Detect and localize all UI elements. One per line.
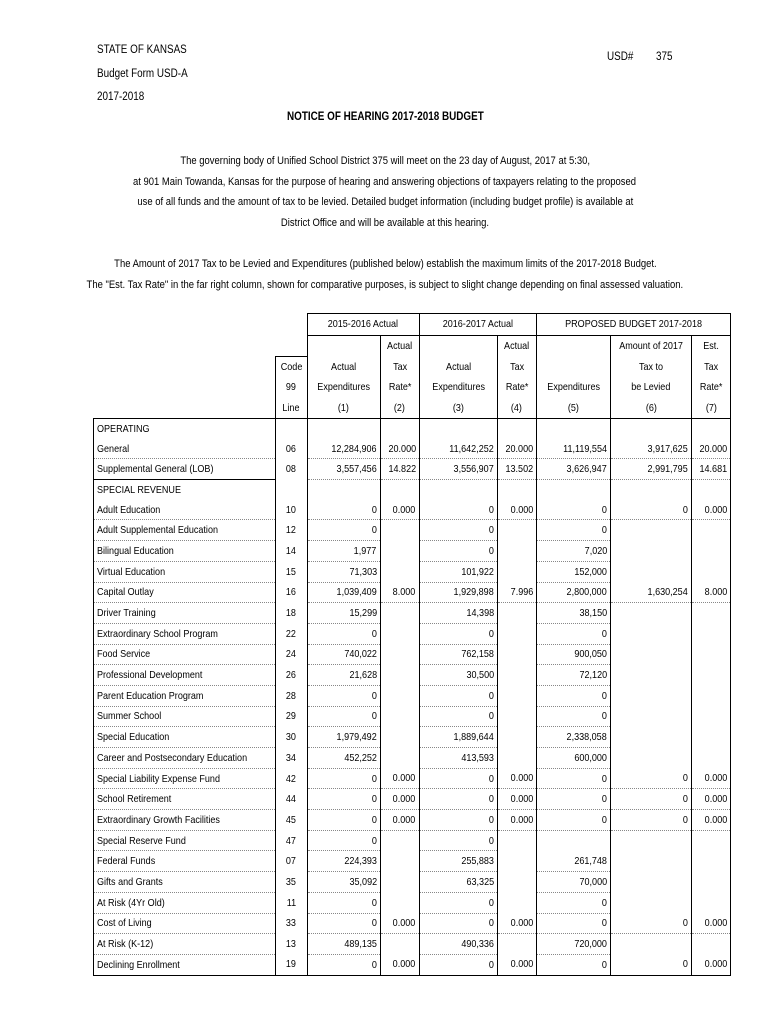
- actual-tax-rate-2016: [380, 851, 419, 872]
- header-row-groups: [94, 314, 731, 336]
- section-label: OPERATING: [94, 419, 276, 439]
- header-row-2: Code Actual Tax Actual Tax Tax to Tax: [94, 356, 731, 377]
- est-tax-rate: [692, 685, 731, 706]
- actual-tax-rate-2016: 0.000: [380, 768, 419, 789]
- fund-name: At Risk (4Yr Old): [94, 892, 276, 913]
- est-tax-rate: [692, 706, 731, 727]
- proposed-expenditures: 38,150: [536, 603, 610, 624]
- table-row: [94, 810, 731, 831]
- fund-code: 22: [275, 623, 307, 644]
- table-row: [94, 872, 731, 893]
- actual-expenditures-2016: 0: [307, 706, 380, 727]
- actual-tax-rate-2016: 8.000: [380, 582, 419, 603]
- actual-expenditures-2017: 0: [419, 913, 497, 934]
- est-tax-rate: 0.000: [692, 768, 731, 789]
- table-row: [94, 561, 731, 582]
- tax-to-be-levied: 0: [610, 954, 691, 975]
- header-2016-2017: 2016-2017 Actual: [419, 314, 536, 336]
- table-row: [94, 727, 731, 748]
- actual-tax-rate-2017: [497, 541, 536, 562]
- proposed-expenditures: 0: [536, 706, 610, 727]
- est-tax-rate: [692, 934, 731, 955]
- tax-to-be-levied: [610, 892, 691, 913]
- tax-to-be-levied: 2,991,795: [610, 459, 691, 480]
- actual-expenditures-2016: 71,303: [307, 561, 380, 582]
- actual-tax-rate-2017: [497, 561, 536, 582]
- actual-tax-rate-2017: [497, 685, 536, 706]
- actual-tax-rate-2017: [497, 748, 536, 769]
- actual-expenditures-2017: 30,500: [419, 665, 497, 686]
- actual-tax-rate-2016: 20.000: [380, 439, 419, 459]
- actual-tax-rate-2017: [497, 665, 536, 686]
- actual-expenditures-2017: 490,336: [419, 934, 497, 955]
- section-row: [94, 419, 731, 439]
- header-row-1: Actual Actual Amount of 2017 Est.: [94, 335, 731, 356]
- header-row-3: 99 Expenditures Rate* Expenditures Rate* Expenditures be Levied Rate*: [94, 377, 731, 398]
- fund-code: 12: [275, 520, 307, 541]
- fund-name: Adult Education: [94, 500, 276, 520]
- table-row: [94, 789, 731, 810]
- header-row-4: Line (1) (2) (3) (4) (5) (6) (7): [94, 398, 731, 419]
- tax-to-be-levied: [610, 603, 691, 624]
- proposed-expenditures: 72,120: [536, 665, 610, 686]
- proposed-expenditures: 2,800,000: [536, 582, 610, 603]
- table-row: [94, 500, 731, 520]
- tax-to-be-levied: [610, 561, 691, 582]
- fund-code: 06: [275, 439, 307, 459]
- fund-code: 33: [275, 913, 307, 934]
- est-tax-rate: [692, 727, 731, 748]
- actual-tax-rate-2016: [380, 706, 419, 727]
- fund-code: 19: [275, 954, 307, 975]
- fund-name: Special Liability Expense Fund: [94, 768, 276, 789]
- actual-expenditures-2017: 255,883: [419, 851, 497, 872]
- actual-tax-rate-2016: [380, 541, 419, 562]
- proposed-expenditures: 152,000: [536, 561, 610, 582]
- actual-expenditures-2016: 224,393: [307, 851, 380, 872]
- actual-expenditures-2016: 1,039,409: [307, 582, 380, 603]
- actual-tax-rate-2016: [380, 520, 419, 541]
- table-row: [94, 644, 731, 665]
- fund-name: Declining Enrollment: [94, 954, 276, 975]
- actual-tax-rate-2016: [380, 892, 419, 913]
- actual-tax-rate-2017: [497, 872, 536, 893]
- fund-code: 08: [275, 459, 307, 480]
- hearing-paragraph: The governing body of Unified School District 375 will meet on the 23 day of August, 2017 at 5:30, at 901 Main Towanda, Kansas for the purpose of hearing and answering objections of taxpayers relating to the proposed use of all funds and the amount of tax to be levied. Detailed budget information (including budget profile) is available at District Office and will be available at this hearing.: [133, 155, 637, 229]
- proposed-expenditures: [536, 830, 610, 851]
- tax-to-be-levied: [610, 872, 691, 893]
- tax-to-be-levied: [610, 685, 691, 706]
- tax-to-be-levied: 3,917,625: [610, 439, 691, 459]
- table-row: [94, 748, 731, 769]
- actual-expenditures-2017: 0: [419, 520, 497, 541]
- actual-expenditures-2017: 11,642,252: [419, 439, 497, 459]
- budget-form-name: Budget Form USD-A: [97, 68, 188, 80]
- est-tax-rate: [692, 872, 731, 893]
- actual-tax-rate-2016: [380, 748, 419, 769]
- est-tax-rate: 0.000: [692, 913, 731, 934]
- est-tax-rate: [692, 892, 731, 913]
- actual-expenditures-2016: 15,299: [307, 603, 380, 624]
- actual-tax-rate-2016: 0.000: [380, 954, 419, 975]
- actual-tax-rate-2016: [380, 665, 419, 686]
- tax-to-be-levied: [610, 727, 691, 748]
- actual-expenditures-2016: 0: [307, 892, 380, 913]
- actual-expenditures-2016: 0: [307, 789, 380, 810]
- actual-expenditures-2017: 101,922: [419, 561, 497, 582]
- fund-name: Driver Training: [94, 603, 276, 624]
- actual-tax-rate-2017: 13.502: [497, 459, 536, 480]
- actual-expenditures-2016: 0: [307, 623, 380, 644]
- est-tax-rate: [692, 665, 731, 686]
- est-tax-rate: [692, 851, 731, 872]
- tax-to-be-levied: [610, 665, 691, 686]
- proposed-expenditures: 0: [536, 892, 610, 913]
- actual-expenditures-2016: 1,979,492: [307, 727, 380, 748]
- actual-tax-rate-2017: 0.000: [497, 768, 536, 789]
- actual-expenditures-2016: 0: [307, 810, 380, 831]
- usd-number: 375: [656, 51, 673, 63]
- actual-expenditures-2016: 3,557,456: [307, 459, 380, 480]
- actual-tax-rate-2017: 7.996: [497, 582, 536, 603]
- section-label: SPECIAL REVENUE: [94, 480, 276, 500]
- actual-tax-rate-2017: 0.000: [497, 810, 536, 831]
- actual-expenditures-2016: 0: [307, 685, 380, 706]
- actual-tax-rate-2017: [497, 603, 536, 624]
- est-tax-rate: 0.000: [692, 500, 731, 520]
- actual-tax-rate-2017: 0.000: [497, 789, 536, 810]
- actual-tax-rate-2017: [497, 644, 536, 665]
- tax-to-be-levied: 0: [610, 768, 691, 789]
- est-tax-rate: 20.000: [692, 439, 731, 459]
- proposed-expenditures: 11,119,554: [536, 439, 610, 459]
- fund-name: Supplemental General (LOB): [94, 459, 276, 480]
- actual-expenditures-2016: 0: [307, 913, 380, 934]
- actual-expenditures-2016: 452,252: [307, 748, 380, 769]
- actual-tax-rate-2017: 20.000: [497, 439, 536, 459]
- fund-name: Career and Postsecondary Education: [94, 748, 276, 769]
- tax-to-be-levied: [610, 830, 691, 851]
- fund-name: Special Education: [94, 727, 276, 748]
- est-tax-rate: [692, 520, 731, 541]
- actual-tax-rate-2017: 0.000: [497, 954, 536, 975]
- proposed-expenditures: 0: [536, 810, 610, 831]
- actual-expenditures-2016: 0: [307, 500, 380, 520]
- section-row: [94, 480, 731, 500]
- fund-code: 42: [275, 768, 307, 789]
- table-row: [94, 706, 731, 727]
- fund-code: 24: [275, 644, 307, 665]
- fund-name: Virtual Education: [94, 561, 276, 582]
- actual-expenditures-2017: 762,158: [419, 644, 497, 665]
- est-tax-rate: 14.681: [692, 459, 731, 480]
- proposed-expenditures: 0: [536, 768, 610, 789]
- actual-expenditures-2017: 14,398: [419, 603, 497, 624]
- table-row: [94, 541, 731, 562]
- actual-tax-rate-2016: [380, 727, 419, 748]
- tax-to-be-levied: [610, 644, 691, 665]
- proposed-expenditures: 261,748: [536, 851, 610, 872]
- actual-expenditures-2017: 3,556,907: [419, 459, 497, 480]
- est-tax-rate: [692, 541, 731, 562]
- est-tax-rate: [692, 644, 731, 665]
- header-2015-2016: 2015-2016 Actual: [307, 314, 419, 336]
- fund-name: Adult Supplemental Education: [94, 520, 276, 541]
- table-row: [94, 520, 731, 541]
- actual-expenditures-2017: 0: [419, 768, 497, 789]
- fund-code: 13: [275, 934, 307, 955]
- state-name: STATE OF KANSAS: [97, 44, 187, 56]
- actual-tax-rate-2016: 14.822: [380, 459, 419, 480]
- fund-code: 30: [275, 727, 307, 748]
- proposed-expenditures: 0: [536, 913, 610, 934]
- fund-name: General: [94, 439, 276, 459]
- actual-tax-rate-2017: [497, 623, 536, 644]
- actual-tax-rate-2016: [380, 685, 419, 706]
- actual-expenditures-2016: 35,092: [307, 872, 380, 893]
- actual-expenditures-2016: 0: [307, 768, 380, 789]
- limits-paragraph: The Amount of 2017 Tax to be Levied and Expenditures (published below) establish the maximum limits of the 2017-2018 Budget. The "Est. Tax Rate" in the far right column, shown for comparative purposes, is subject to slight change depending on final assessed valuation.: [86, 258, 684, 291]
- fund-code: 45: [275, 810, 307, 831]
- fund-name: At Risk (K-12): [94, 934, 276, 955]
- actual-tax-rate-2016: 0.000: [380, 789, 419, 810]
- actual-tax-rate-2016: 0.000: [380, 913, 419, 934]
- tax-to-be-levied: 0: [610, 789, 691, 810]
- actual-expenditures-2016: 740,022: [307, 644, 380, 665]
- proposed-expenditures: 900,050: [536, 644, 610, 665]
- est-tax-rate: 8.000: [692, 582, 731, 603]
- fund-code: 11: [275, 892, 307, 913]
- table-row: [94, 892, 731, 913]
- actual-tax-rate-2017: [497, 727, 536, 748]
- actual-expenditures-2017: 0: [419, 830, 497, 851]
- est-tax-rate: 0.000: [692, 810, 731, 831]
- tax-to-be-levied: [610, 851, 691, 872]
- actual-tax-rate-2017: [497, 520, 536, 541]
- proposed-expenditures: 7,020: [536, 541, 610, 562]
- fund-name: Food Service: [94, 644, 276, 665]
- actual-tax-rate-2016: 0.000: [380, 810, 419, 831]
- proposed-expenditures: 0: [536, 685, 610, 706]
- proposed-expenditures: 3,626,947: [536, 459, 610, 480]
- est-tax-rate: [692, 748, 731, 769]
- fund-name: School Retirement: [94, 789, 276, 810]
- fund-name: Summer School: [94, 706, 276, 727]
- actual-expenditures-2017: 0: [419, 685, 497, 706]
- est-tax-rate: 0.000: [692, 954, 731, 975]
- fund-code: 18: [275, 603, 307, 624]
- budget-year: 2017-2018: [97, 91, 145, 103]
- fund-name: Extraordinary Growth Facilities: [94, 810, 276, 831]
- fund-name: Professional Development: [94, 665, 276, 686]
- actual-expenditures-2017: 0: [419, 954, 497, 975]
- actual-expenditures-2017: 0: [419, 500, 497, 520]
- actual-expenditures-2016: 1,977: [307, 541, 380, 562]
- proposed-expenditures: 0: [536, 520, 610, 541]
- actual-expenditures-2016: 0: [307, 520, 380, 541]
- actual-expenditures-2017: 0: [419, 623, 497, 644]
- actual-expenditures-2017: 413,593: [419, 748, 497, 769]
- est-tax-rate: [692, 603, 731, 624]
- actual-expenditures-2017: 0: [419, 789, 497, 810]
- fund-name: Gifts and Grants: [94, 872, 276, 893]
- actual-tax-rate-2016: [380, 872, 419, 893]
- table-row: [94, 459, 731, 480]
- table-row: [94, 830, 731, 851]
- actual-expenditures-2016: 0: [307, 954, 380, 975]
- actual-expenditures-2017: 0: [419, 541, 497, 562]
- actual-tax-rate-2016: [380, 644, 419, 665]
- tax-to-be-levied: 0: [610, 913, 691, 934]
- tax-to-be-levied: [610, 748, 691, 769]
- tax-to-be-levied: 0: [610, 500, 691, 520]
- table-row: [94, 954, 731, 975]
- actual-expenditures-2017: 63,325: [419, 872, 497, 893]
- table-row: [94, 439, 731, 459]
- proposed-expenditures: 0: [536, 954, 610, 975]
- actual-tax-rate-2016: [380, 934, 419, 955]
- fund-code: 16: [275, 582, 307, 603]
- proposed-expenditures: 720,000: [536, 934, 610, 955]
- table-row: [94, 768, 731, 789]
- fund-code: 14: [275, 541, 307, 562]
- actual-expenditures-2016: 21,628: [307, 665, 380, 686]
- table-row: [94, 603, 731, 624]
- actual-tax-rate-2016: 0.000: [380, 500, 419, 520]
- table-row: [94, 623, 731, 644]
- table-row: [94, 665, 731, 686]
- table-row: [94, 913, 731, 934]
- actual-expenditures-2017: 0: [419, 706, 497, 727]
- actual-tax-rate-2017: [497, 830, 536, 851]
- actual-expenditures-2017: 0: [419, 810, 497, 831]
- fund-code: 26: [275, 665, 307, 686]
- proposed-expenditures: 0: [536, 789, 610, 810]
- tax-to-be-levied: 0: [610, 810, 691, 831]
- proposed-expenditures: 70,000: [536, 872, 610, 893]
- actual-expenditures-2017: 1,929,898: [419, 582, 497, 603]
- fund-code: 35: [275, 872, 307, 893]
- actual-tax-rate-2017: 0.000: [497, 500, 536, 520]
- proposed-expenditures: 0: [536, 623, 610, 644]
- tax-to-be-levied: [610, 520, 691, 541]
- tax-to-be-levied: [610, 706, 691, 727]
- actual-expenditures-2017: 0: [419, 892, 497, 913]
- fund-code: 10: [275, 500, 307, 520]
- tax-to-be-levied: [610, 934, 691, 955]
- table-row: [94, 582, 731, 603]
- est-tax-rate: 0.000: [692, 789, 731, 810]
- header-proposed: PROPOSED BUDGET 2017-2018: [536, 314, 730, 336]
- fund-code: 44: [275, 789, 307, 810]
- est-tax-rate: [692, 830, 731, 851]
- proposed-expenditures: 600,000: [536, 748, 610, 769]
- tax-to-be-levied: 1,630,254: [610, 582, 691, 603]
- actual-tax-rate-2017: [497, 892, 536, 913]
- actual-tax-rate-2017: [497, 934, 536, 955]
- table-row: [94, 685, 731, 706]
- fund-code: 28: [275, 685, 307, 706]
- actual-tax-rate-2017: 0.000: [497, 913, 536, 934]
- fund-code: 47: [275, 830, 307, 851]
- fund-name: Capital Outlay: [94, 582, 276, 603]
- actual-tax-rate-2017: [497, 706, 536, 727]
- actual-tax-rate-2017: [497, 851, 536, 872]
- actual-tax-rate-2016: [380, 603, 419, 624]
- table-row: [94, 934, 731, 955]
- est-tax-rate: [692, 561, 731, 582]
- proposed-expenditures: 0: [536, 500, 610, 520]
- fund-name: Extraordinary School Program: [94, 623, 276, 644]
- tax-to-be-levied: [610, 541, 691, 562]
- est-tax-rate: [692, 623, 731, 644]
- actual-expenditures-2017: 1,889,644: [419, 727, 497, 748]
- notice-title: NOTICE OF HEARING 2017-2018 BUDGET: [286, 111, 484, 123]
- proposed-expenditures: 2,338,058: [536, 727, 610, 748]
- tax-to-be-levied: [610, 623, 691, 644]
- actual-expenditures-2016: 0: [307, 830, 380, 851]
- fund-code: 29: [275, 706, 307, 727]
- fund-name: Cost of Living: [94, 913, 276, 934]
- fund-name: Special Reserve Fund: [94, 830, 276, 851]
- fund-name: Parent Education Program: [94, 685, 276, 706]
- fund-code: 15: [275, 561, 307, 582]
- fund-code: 07: [275, 851, 307, 872]
- table-row: [94, 851, 731, 872]
- fund-name: Federal Funds: [94, 851, 276, 872]
- fund-name: Bilingual Education: [94, 541, 276, 562]
- actual-tax-rate-2016: [380, 830, 419, 851]
- actual-expenditures-2016: 489,135: [307, 934, 380, 955]
- usd-label: USD#: [607, 51, 634, 63]
- actual-tax-rate-2016: [380, 561, 419, 582]
- fund-code: 34: [275, 748, 307, 769]
- actual-tax-rate-2016: [380, 623, 419, 644]
- actual-expenditures-2016: 12,284,906: [307, 439, 380, 459]
- budget-table: [93, 313, 731, 976]
